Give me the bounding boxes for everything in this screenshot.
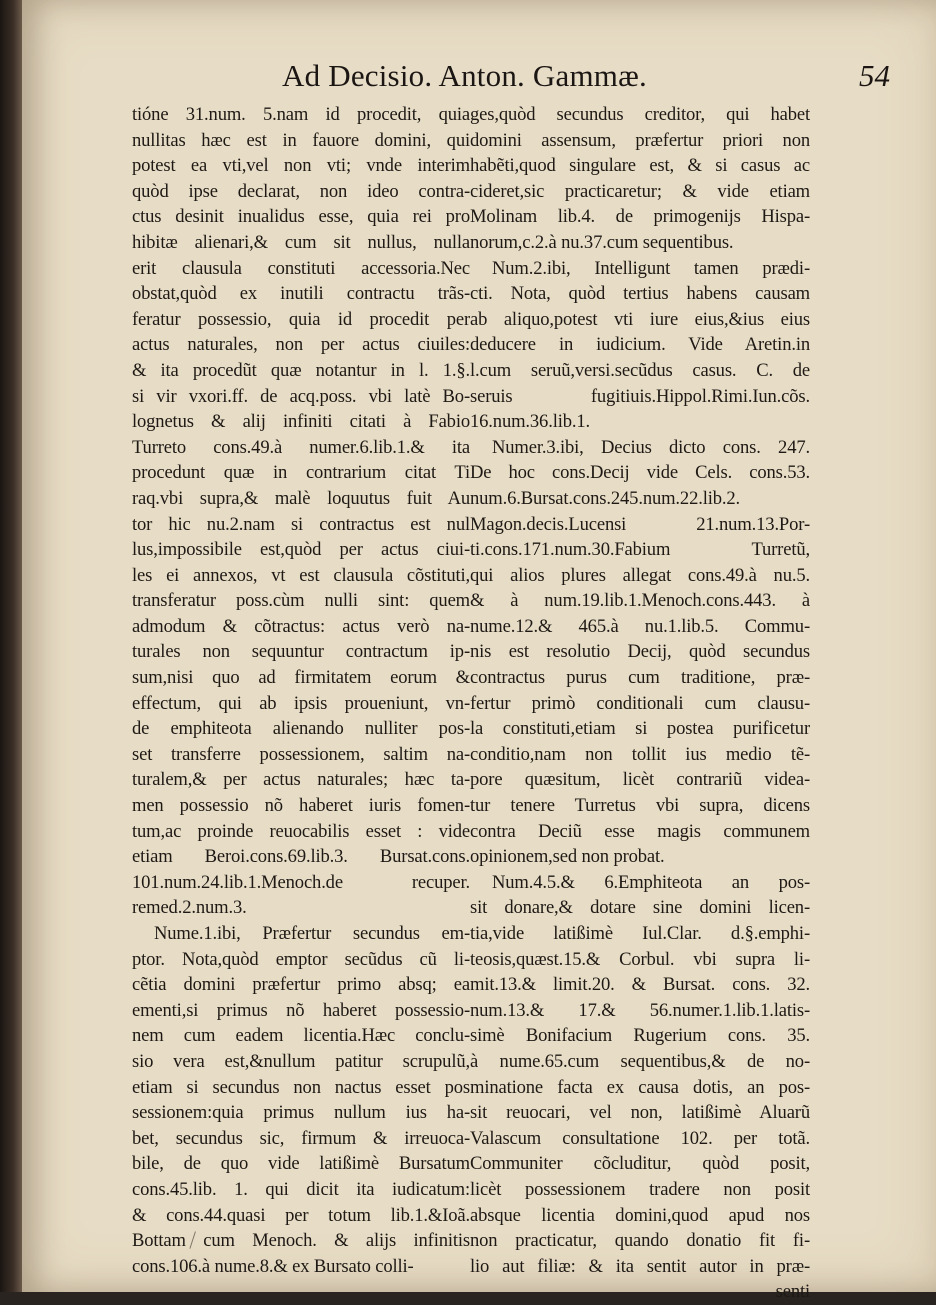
text-line: & cons.44.quasi per totum lib.1.&Ioã. (132, 1204, 470, 1226)
text-line: tor hic nu.2.nam si contractus est nul (132, 513, 470, 535)
text-line: bile, de quo vide latißimè Bursatum (132, 1153, 470, 1175)
text-line: sio vera est,&nullum patitur scrupulũ, (132, 1050, 470, 1072)
text-line: nem cum eadem licentia.Hæc conclu- (132, 1025, 470, 1047)
text-line: Num.2.ibi, Intelligunt tamen prædi- (492, 257, 810, 279)
text-line: tióne 31.num. 5.nam id procedit, quia (132, 104, 470, 125)
running-title: Ad Decisio. Anton. Gammæ. (282, 58, 647, 93)
text-line: obstat,quòd ex inutili contractu trãs- (132, 283, 470, 305)
text-line: men possessio nõ haberet iuris fomen- (132, 795, 470, 817)
text-line: Nume.1.ibi, Præfertur secundus em- (154, 923, 470, 944)
text-line: ptor. Nota,quòd emptor secũdus cũ li- (132, 948, 470, 970)
text-line: tum,ac proinde reuocabilis esset : vide (132, 820, 470, 842)
text-line: sit reuocari, vel non, latißimè Aluarũ (470, 1102, 810, 1124)
left-column (132, 102, 470, 1279)
text-line: turalem,& per actus naturales; hæc ta- (132, 769, 470, 791)
text-line: remed.2.num.3. (132, 897, 247, 919)
text-line: erit clausula constituti accessoria.Nec (132, 257, 470, 279)
text-line: quòd ipse declarat, non ideo contra- (132, 180, 470, 202)
text-line: hibitæ alienari,& cum sit nullus, nulla (132, 231, 470, 253)
text-line: admodum & cõtractus: actus verò na- (132, 615, 470, 637)
text-line: sessionem:quia primus nullum ius ha- (132, 1102, 470, 1124)
text-line: effectum, qui ab ipsis proueniunt, vn- (132, 692, 470, 714)
text-line: pore quæsitum, licèt contrariũ videa- (470, 769, 810, 791)
text-line: sit donare,& dotare sine domini licen- (470, 897, 810, 919)
text-line: Molinam lib.4. de primogenijs Hispa- (470, 206, 810, 228)
text-line: Bottam cum Menoch. & alijs infinitis (132, 1230, 470, 1252)
text-line: absque licentia domini,quod apud nos (470, 1204, 810, 1226)
text-line: non practicatur, quando donatio fit fi- (470, 1230, 810, 1252)
text-line: si vir vxori.ff. de acq.poss. vbi latè Bo- (132, 385, 470, 407)
text-line: & à num.19.lib.1.Menoch.cons.443. à (470, 590, 810, 612)
text-line: procedunt quæ in contrarium citat Ti (132, 462, 470, 484)
text-line: licèt possessionem tradere non posit (470, 1178, 810, 1200)
text-line: 16.num.36.lib.1. (470, 411, 591, 433)
text-line: lognetus & alij infiniti citati à Fabio (132, 411, 470, 433)
text-line: ementi,si primus nõ haberet possessio- (132, 999, 470, 1021)
book-page (22, 0, 936, 1303)
text-line: 101.num.24.lib.1.Menoch.de recuper. (132, 871, 470, 893)
text-line: actus naturales, non per actus ciuiles: (132, 334, 470, 356)
text-line: bet, secundus sic, firmum & irreuoca- (132, 1127, 470, 1149)
text-line: De hoc cons.Decij vide Cels. cons.53. (470, 462, 810, 484)
text-line: nis est resolutio Decij, quòd secundus (470, 641, 810, 663)
text-line: cẽtia domini præfertur primo absq; ea (132, 974, 470, 996)
text-line: minatione facta ex causa dotis, an pos- (470, 1076, 810, 1098)
text-line: habẽti,quod singulare est, & si casus ac (470, 155, 810, 177)
text-line: Numer.3.ibi, Decius dicto cons. 247. (492, 436, 810, 458)
text-line: teosis,quæst.15.& Corbul. vbi supra li- (470, 948, 810, 970)
text-line: fertur primò conditionali cum clausu- (470, 692, 810, 714)
text-line: ti.cons.171.num.30.Fabium Turretũ, (470, 539, 810, 561)
text-line: simè Bonifacium Rugerium cons. 35. (470, 1025, 810, 1047)
text-line: tia,vide latißimè Iul.Clar. d.§.emphi- (470, 923, 810, 944)
text-line: conditio,nam non tollit ius medio tẽ- (470, 743, 810, 765)
text-line: domini assensum, præfertur priori non (470, 129, 810, 151)
text-line: l.cum seruũ,versi.secũdus casus. C. de (470, 359, 810, 381)
text-line: turales non sequuntur contractum ip- (132, 641, 470, 663)
text-line: de emphiteota alienando nulliter pos- (132, 718, 470, 740)
text-line: Num.4.5.& 6.Emphiteota an pos- (492, 871, 810, 893)
text-line: qui alios plures allegat cons.49.à nu.5. (470, 564, 810, 586)
text-line: & ita procedũt quæ notantur in l. 1.§. (132, 359, 470, 381)
page-number: 54 (859, 58, 890, 93)
text-line: deducere in iudicium. Vide Aretin.in (470, 334, 810, 356)
scan-binding-edge (0, 0, 22, 1292)
text-line: cideret,sic practicaretur; & vide etiam (470, 180, 810, 202)
text-line: Communiter cõcluditur, quòd posit, (470, 1153, 810, 1175)
text-line: cons.106.à nume.8.& ex Bursato colli- (132, 1255, 414, 1277)
text-line: seruis fugitiuis.Hippol.Rimi.Iun.cõs. (470, 385, 810, 407)
text-line: transferatur poss.cùm nulli sint: quem (132, 590, 470, 612)
text-line: norum,c.2.à nu.37.cum sequentibus. (470, 231, 734, 253)
text-line: nume.12.& 465.à nu.1.lib.5. Commu- (470, 615, 810, 637)
text-line: etiam si secundus non nactus esset pos (132, 1076, 470, 1098)
text-line: potest ea vti,vel non vti; vnde interim (132, 155, 470, 177)
text-line: etiam Beroi.cons.69.lib.3. Bursat.cons. (132, 846, 470, 868)
text-line: Magon.decis.Lucensi 21.num.13.Por- (470, 513, 810, 535)
text-line: ctus desinit inualidus esse, quia rei pro (132, 206, 470, 228)
text-line: lio aut filiæ: & ita sentit autor in præ- (470, 1255, 810, 1277)
text-line: num.6.Bursat.cons.245.num.22.lib.2. (470, 487, 741, 509)
text-line: ab aliquo,potest vti iure eius,&ius eius (470, 308, 810, 330)
text-line: lus,impossibile est,quòd per actus ciui- (132, 539, 470, 561)
text-line: num.13.& 17.& 56.numer.1.lib.1.latis- (470, 999, 810, 1021)
page-header (282, 58, 902, 100)
text-line: opinionem,sed non probat. (470, 846, 665, 868)
text-line: raq.vbi supra,& malè loquutus fuit Au (132, 487, 470, 509)
right-column (470, 102, 810, 1305)
text-line: Turreto cons.49.à numer.6.lib.1.& ita (132, 436, 470, 458)
text-line: la constituti,etiam si postea purificetur (470, 718, 810, 740)
text-line: tur tenere Turretus vbi supra, dicens (470, 795, 810, 817)
text-line: contra Deciũ esse magis communem (470, 820, 810, 842)
text-line: feratur possessio, quia id procedit per (132, 308, 470, 330)
text-line: Valascum consultatione 102. per totã. (470, 1127, 810, 1149)
text-line: sum,nisi quo ad firmitatem eorum & (132, 667, 470, 689)
text-line: les ei annexos, vt est clausula cõstituti, (132, 564, 470, 586)
text-line: contractus purus cum traditione, præ- (470, 667, 810, 689)
text-line: ges,quòd secundus creditor, qui habet (470, 104, 810, 125)
text-line: cti. Nota, quòd tertius habens causam (470, 283, 810, 305)
text-line: mit.13.& limit.20. & Bursat. cons. 32. (470, 974, 810, 996)
text-line: cons.45.lib. 1. qui dicit ita iudicatum: (132, 1178, 470, 1200)
text-line: set transferre possessionem, saltim na- (132, 743, 470, 765)
text-line: à nume.65.cum sequentibus,& de no- (470, 1050, 810, 1072)
text-line: nullitas hæc est in fauore domini, qui (132, 129, 470, 151)
text-line: senti (775, 1281, 810, 1303)
